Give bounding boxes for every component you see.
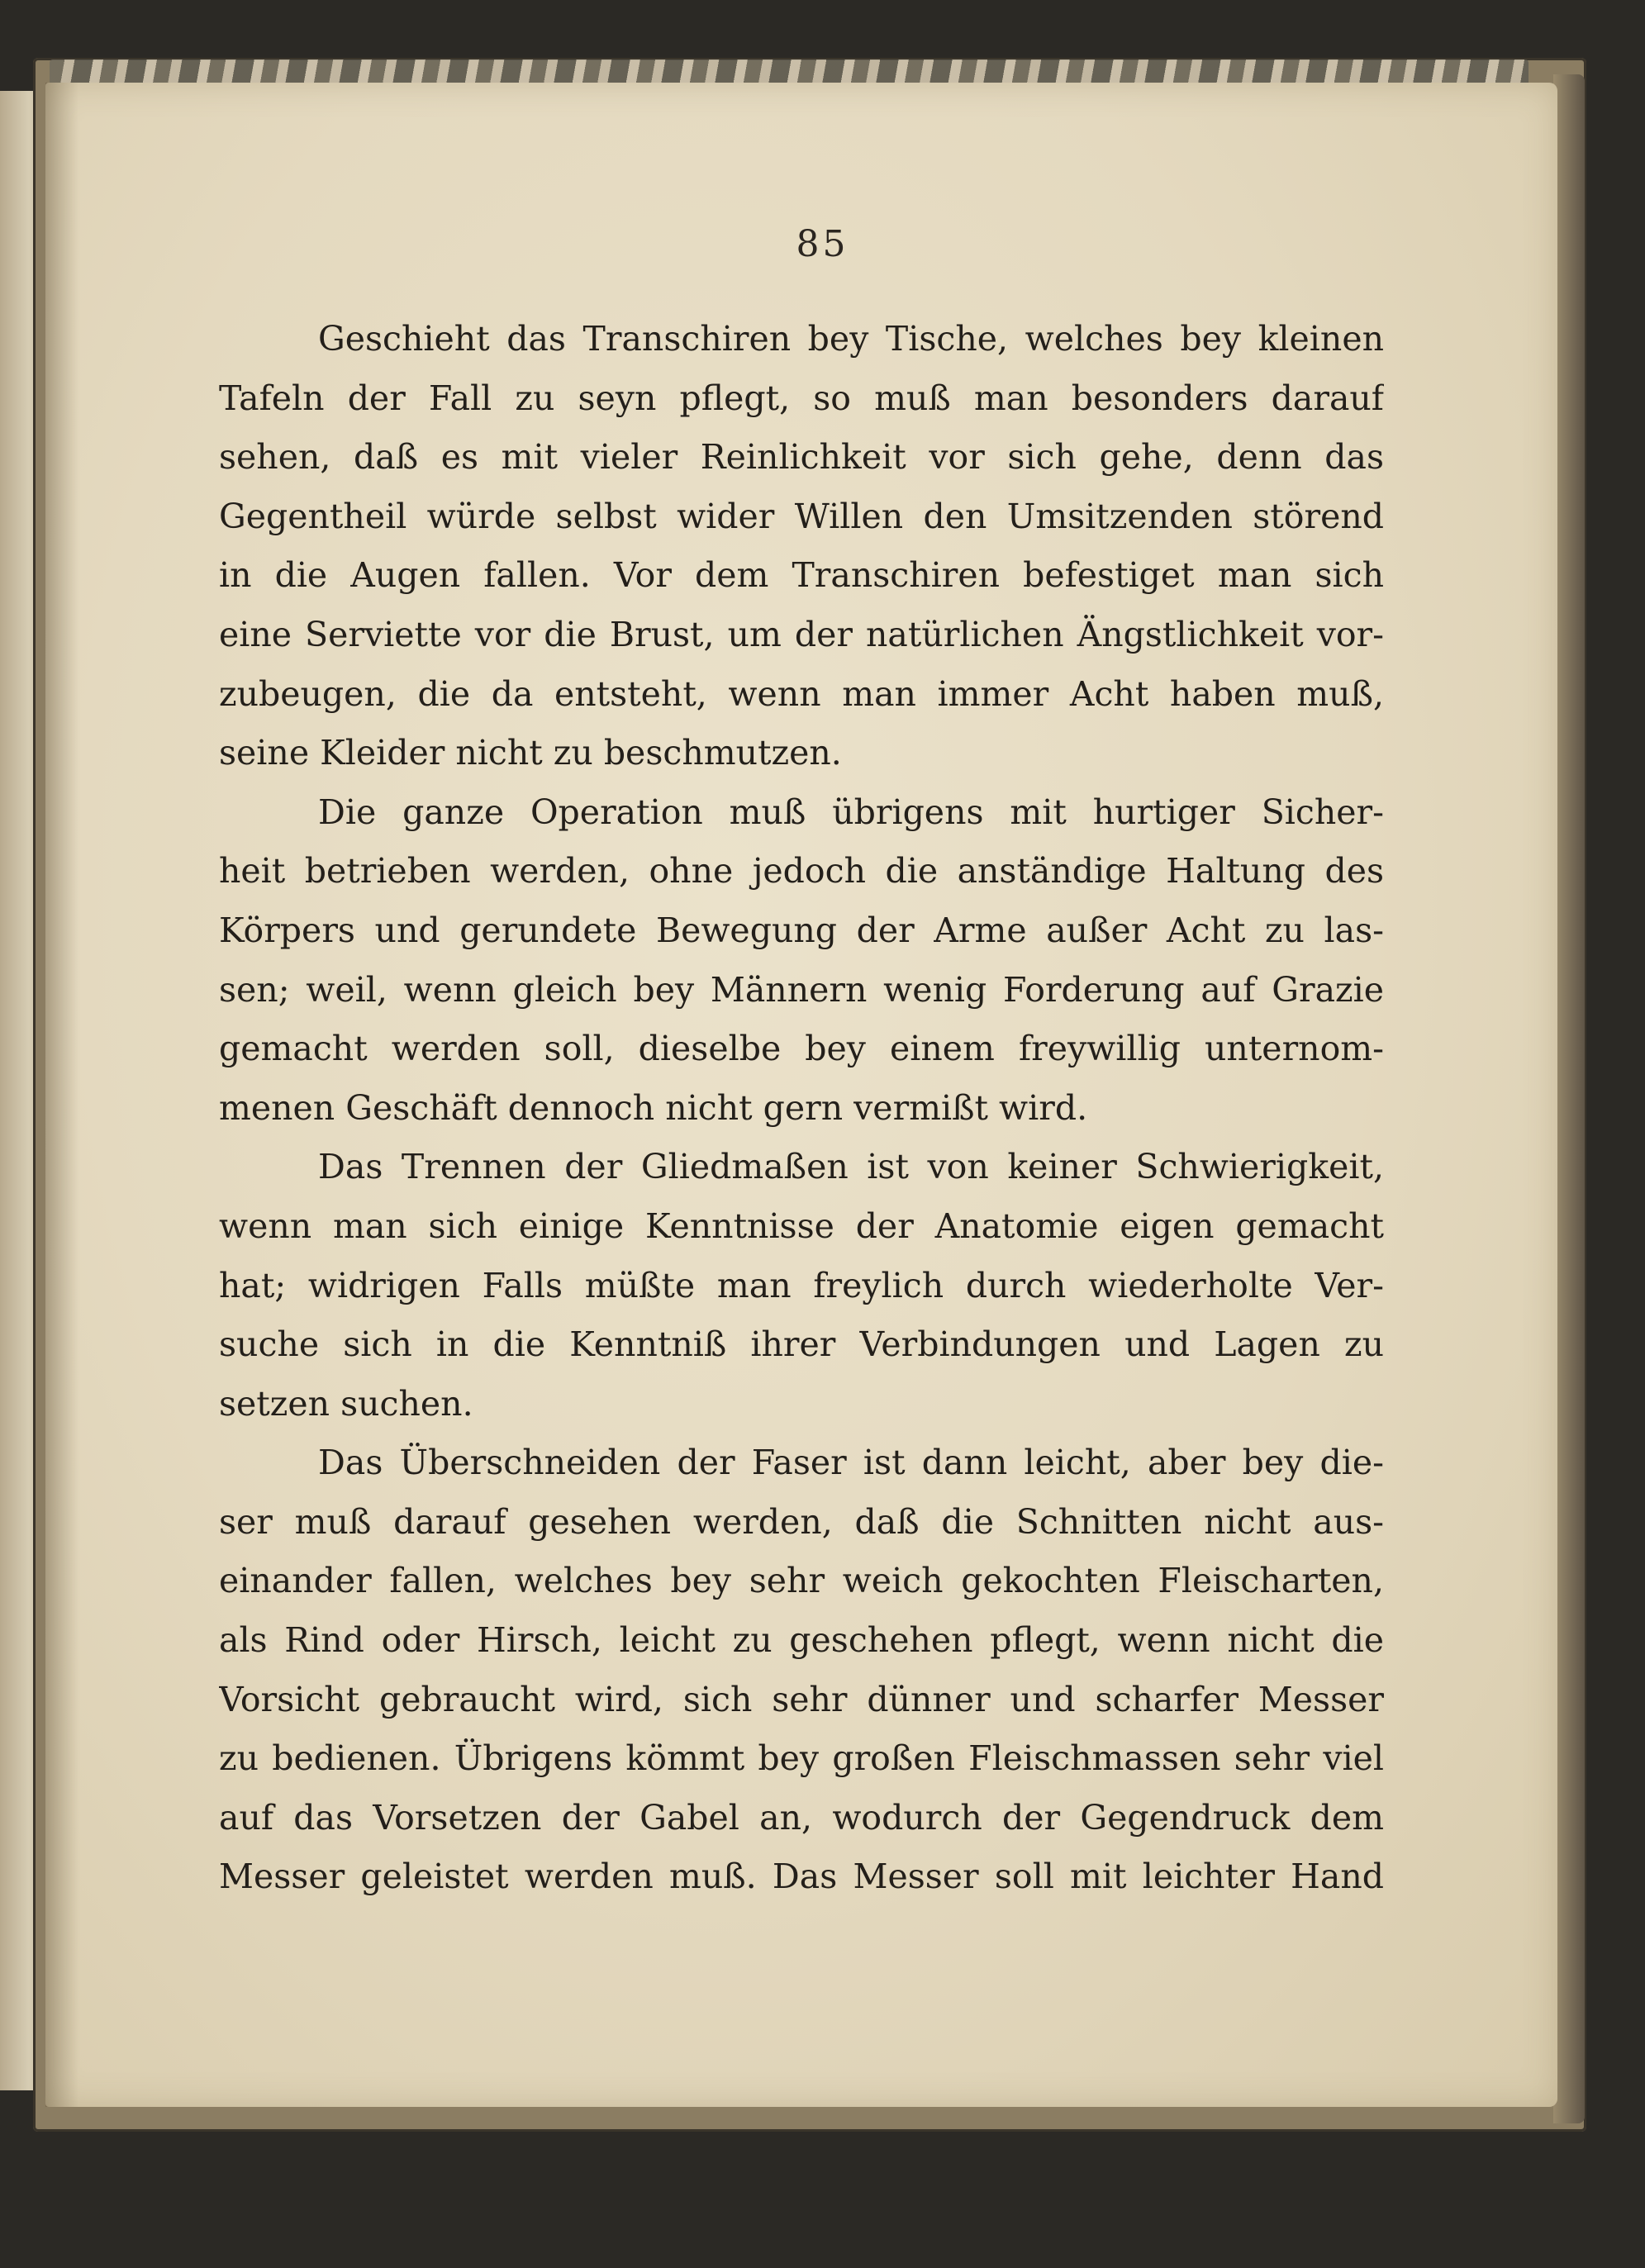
text-line: Körpers und gerundete Bewegung der Arme außer Acht zu las-: [219, 910, 1384, 950]
page-number: 85: [796, 223, 849, 265]
text-line: eine Serviette vor die Brust, um der natürlichen Ängstlichkeit vor-: [219, 614, 1384, 654]
gutter-shadow: [45, 83, 78, 2107]
text-line: Das Trennen der Gliedmaßen ist von keiner Schwierigkeit,: [318, 1147, 1384, 1187]
text-line: setzen suchen.: [219, 1383, 473, 1424]
text-line: Die ganze Operation muß übrigens mit hurtiger Sicher-: [318, 792, 1384, 832]
text-line: als Rind oder Hirsch, leicht zu geschehen pflegt, wenn nicht die: [219, 1620, 1384, 1661]
text-line: wenn man sich einige Kenntnisse der Anatomie eigen gemacht: [219, 1205, 1384, 1246]
text-line: Messer geleistet werden muß. Das Messer soll mit leichter Hand: [219, 1857, 1384, 1897]
text-line: Geschieht das Transchiren bey Tische, welches bey kleinen: [318, 319, 1384, 359]
page-stack-edge: [1553, 74, 1585, 2123]
text-line: in die Augen fallen. Vor dem Transchiren befestiget man sich: [219, 555, 1384, 596]
body-text: [219, 310, 1384, 1907]
text-line: zubeugen, die da entsteht, wenn man immer Acht haben muß,: [219, 673, 1384, 714]
text-line: sehen, daß es mit vieler Reinlichkeit vor sich gehe, denn das: [219, 437, 1384, 478]
text-line: Vorsicht gebraucht wird, sich sehr dünner und scharfer Messer: [219, 1679, 1384, 1719]
text-line: heit betrieben werden, ohne jedoch die anständige Haltung des: [219, 851, 1384, 892]
text-line: Gegentheil würde selbst wider Willen den Umsitzenden störend: [219, 496, 1384, 536]
text-line: suche sich in die Kenntniß ihrer Verbindungen und Lagen zu: [219, 1324, 1384, 1365]
text-line: sen; weil, wenn gleich bey Männern wenig Forderung auf Grazie: [219, 969, 1384, 1010]
text-line: Tafeln der Fall zu seyn pflegt, so muß man besonders darauf: [219, 378, 1384, 418]
text-line: auf das Vorsetzen der Gabel an, wodurch der Gegendruck dem: [219, 1797, 1384, 1838]
text-line: seine Kleider nicht zu beschmutzen.: [219, 733, 842, 773]
text-line: einander fallen, welches bey sehr weich gekochten Fleischarten,: [219, 1561, 1384, 1601]
text-line: hat; widrigen Falls müßte man freylich durch wiederholte Ver-: [219, 1265, 1384, 1305]
text-line: ser muß darauf gesehen werden, daß die Schnitten nicht aus-: [219, 1501, 1384, 1542]
text-line: gemacht werden soll, dieselbe bey einem freywillig unternom-: [219, 1029, 1384, 1069]
text-line: menen Geschäft dennoch nicht gern vermißt wird.: [219, 1087, 1088, 1128]
text-line: zu bedienen. Übrigens kömmt bey großen Fleischmassen sehr viel: [219, 1738, 1384, 1779]
text-line: Das Überschneiden der Faser ist dann leicht, aber bey die-: [318, 1443, 1384, 1483]
